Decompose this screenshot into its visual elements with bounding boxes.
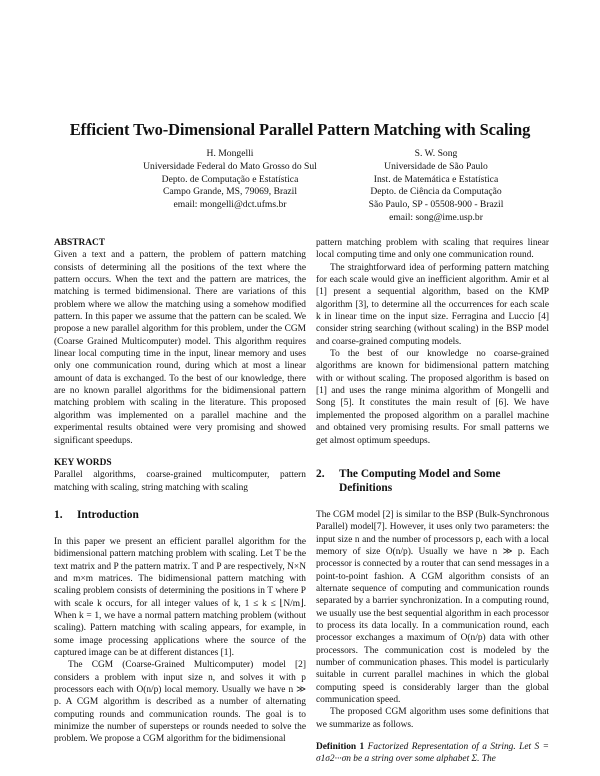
left-column bbox=[54, 237, 306, 746]
author-institute: Inst. de Matemática e Estatística bbox=[373, 173, 499, 185]
model-paragraph-1: The CGM model [2] is similar to the BSP (Bulk-Synchronous Parallel) model[7]. However, it uses only two parameters: the input size n and the number of processors p, each with a local memory of size O(n/p). Usually we have n ≫ p. Each processor is connected by a router that can send messages in a point-to-point fashion. A CGM algorithm consists of an alternate sequence of computing and communication rounds separated by a barrier synchronization. In a computing round, we usually use the best sequential algorithm in each processor to process its data locally. In a communication round, each processor exchanges a maximum of O(n/p) data with other processors. The communication cost is modeled by the number of communication phases. This model is particularly suitable in current parallel machines in which the global computing speed is considerably larger than the global communication speed. bbox=[316, 509, 550, 705]
abstract-text: Given a text and a pattern, the problem of pattern matching consists of determining all the positions of the text where the pattern occurs. When the text and the pattern are matrices, the matching is termed bidimensional. There are variations of this problem where we allow the matching using a somehow modified pattern. In this paper we assume that the pattern can be scaled. We propose a new parallel algorithm for this problem, under the CGM (Coarse Grained Multicomputer) model. This algorithm requires linear local computing time in the input, linear memory and uses only one communication round, during which at most a linear amount of data is exchanged. To the best of our knowledge, there are no known parallel algorithms for the bidimensional pattern matching problem with scaling in the literature. This proposed algorithm was implemented on a parallel machine and the experimental results obtained were very promising and showed significant speedups. bbox=[54, 250, 306, 446]
definition-label: Definition 1 bbox=[316, 742, 365, 753]
intro-paragraph-2-continued: pattern matching problem with scaling that requires linear local computing time and only one communication round. bbox=[316, 238, 549, 261]
author-email: email: song@ime.usp.br bbox=[389, 211, 483, 223]
intro-paragraph-1: In this paper we present an efficient parallel algorithm for the bidimensional pattern matching problem with scaling. Let T be the text matrix and P the pattern matrix. T and P are respectively, N×N and m×m matrices. The bidimensional pattern matching with scaling problem consists of determining the positions in T where P with scale k occurs, for all integer values of k, 1 ≤ k ≤ ⌊N/m⌋. When k = 1, we have a normal pattern matching problem (without scaling). Pattern matching with scaling appears, for example, in some image processing applications where the source of the captured image can be at different distances [1]. bbox=[54, 536, 306, 658]
author-address: São Paulo, SP - 05508-900 - Brazil bbox=[368, 199, 504, 211]
abstract-heading: ABSTRACT bbox=[54, 238, 106, 248]
section-heading-computing-model bbox=[316, 467, 549, 495]
right-column bbox=[316, 237, 549, 766]
intro-paragraph-3: The straightforward idea of performing pattern matching for each scale would give an inefficient algorithm. Amir et al [1] present a sequential algorithm, based on the KMP algorithm [3], to determine all the occurrences for each scale k in linear time on the input size. Ferragina and Luccio [4] consider string searching (without scaling) in the BSP model and coarse-grained computing models. bbox=[316, 262, 549, 347]
author-block-song bbox=[316, 148, 556, 225]
keywords-text: Parallel algorithms, coarse-grained multicomputer, pattern matching with scaling, string matching with scaling bbox=[54, 470, 306, 493]
section-title: Introduction bbox=[77, 508, 139, 521]
author-affiliation: Universidade Federal do Mato Grosso do Sul bbox=[143, 160, 317, 172]
author-name: H. Mongelli bbox=[206, 148, 254, 159]
paper-title: Efficient Two-Dimensional Parallel Pattern Matching with Scaling bbox=[69, 120, 531, 139]
model-paragraph-2: The proposed CGM algorithm uses some definitions that we summarize as follows. bbox=[316, 707, 549, 730]
author-email: email: mongelli@dct.ufms.br bbox=[173, 199, 287, 211]
author-name: S. W. Song bbox=[414, 148, 458, 159]
section-title: The Computing Model and Some Definitions bbox=[339, 467, 501, 494]
intro-paragraph-2: The CGM (Coarse-Grained Multicomputer) model [2] considers a problem with input size n, and solves it with p processors each with O(n/p) local memory. Usually we have n ≫ p. A CGM algorithm is described as a number of alternating computing rounds and communication rounds. The goal is to minimize the number of supersteps or rounds needed to solve the problem. We propose a CGM algorithm for the bidimensional bbox=[54, 660, 306, 745]
author-department: Depto. de Ciência da Computação bbox=[370, 186, 502, 198]
author-block-mongelli bbox=[110, 148, 350, 212]
keywords-heading: KEY WORDS bbox=[54, 457, 112, 468]
section-number: 2. bbox=[316, 467, 325, 480]
author-affiliation: Universidade de São Paulo bbox=[384, 160, 488, 172]
section-number: 1. bbox=[54, 508, 63, 521]
author-address: Campo Grande, MS, 79069, Brazil bbox=[162, 186, 298, 198]
author-department: Depto. de Computação e Estatística bbox=[161, 173, 299, 185]
definition-text: Factorized Representation of a String. Let S = σ1σ2···σn be a string over some alphabet Σ. The bbox=[316, 742, 549, 765]
definition-1 bbox=[316, 741, 549, 766]
intro-paragraph-4: To the best of our knowledge no coarse-grained algorithms are known for bidimensional pattern matching with or without scaling. The proposed algorithm is based on [1] and uses the range minima algorithm of Mongelli and Song [5]. It constitutes the main result of [6]. We have implemented the proposed algorithm on a parallel machine and obtained very promising results. For small patterns we get almost optimum speedups. bbox=[316, 349, 549, 446]
section-heading-introduction bbox=[54, 508, 306, 522]
